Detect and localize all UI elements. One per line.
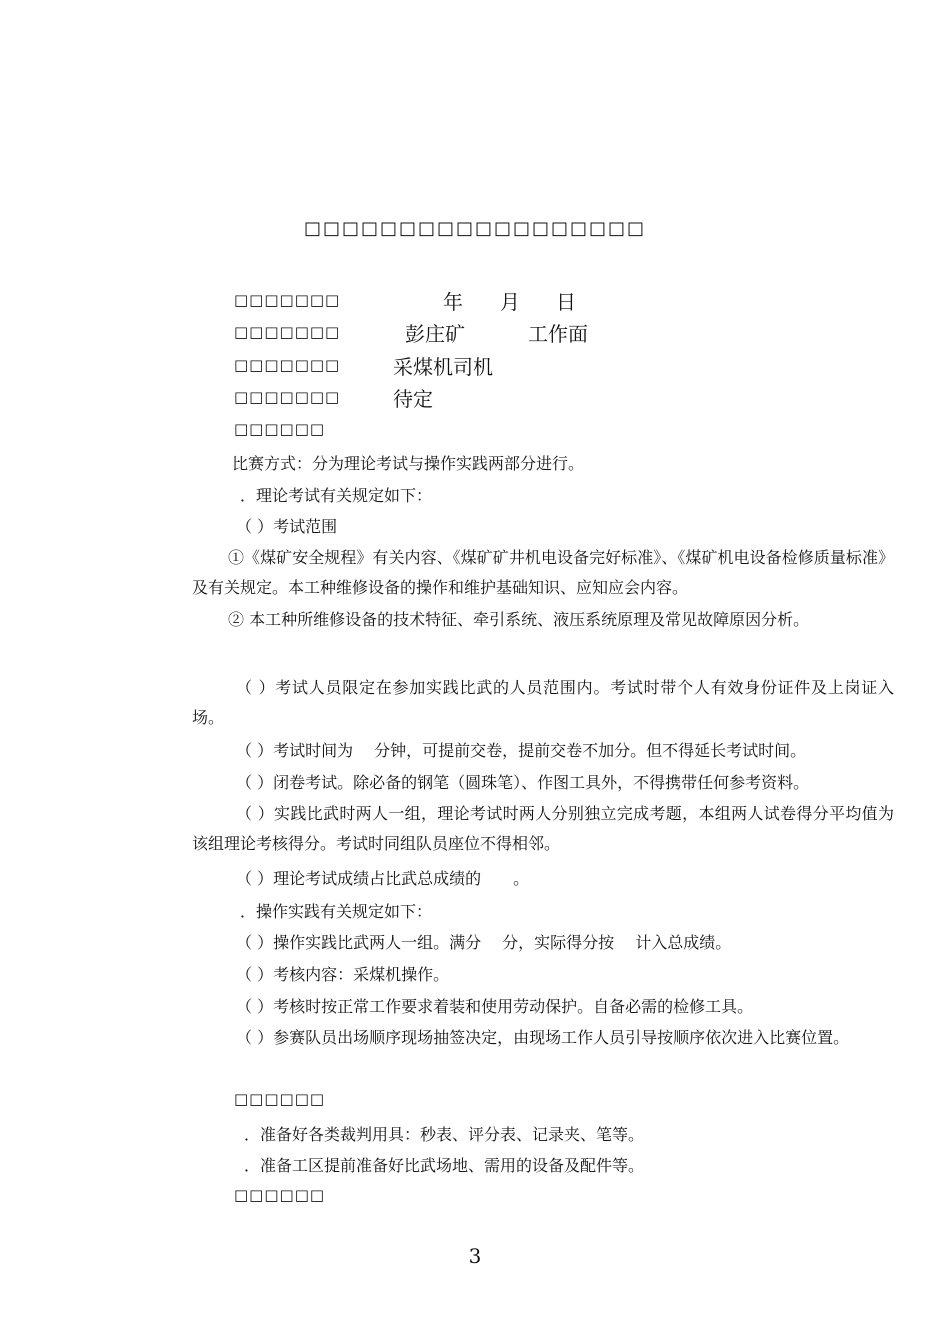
ref-value: 待定 <box>393 387 433 411</box>
body-line: （ ）理论考试成绩占比武总成绩的 。 <box>236 869 530 888</box>
date-label: □□□□□□□ <box>234 291 341 309</box>
body-line: （ ）考核时按正常工作要求着装和使用劳动保护。自备必需的检修工具。 <box>236 997 754 1016</box>
section-label: □□□□□□ <box>234 1090 326 1108</box>
body-line: （ ）闭卷考试。除必备的钢笔（圆珠笔）、作图工具外，不得携带任何参考资料。 <box>236 773 810 792</box>
body-line: （ ）考试时间为 分钟，可提前交卷，提前交卷不加分。但不得延长考试时间。 <box>236 741 807 760</box>
type-label: □□□□□□□ <box>234 356 341 374</box>
body-line: （ ）操作实践比武两人一组。满分 分，实际得分按 计入总成绩。 <box>236 933 732 952</box>
place-label: □□□□□□□ <box>234 323 341 341</box>
place-face: 工作面 <box>528 322 588 346</box>
section-label: □□□□□□ <box>234 1186 326 1204</box>
body-paragraph: ② 本工种所维修设备的技术特征、牵引系统、液压系统原理及常见故障原因分析。 <box>228 610 810 629</box>
ref-label: □□□□□□□ <box>234 388 341 406</box>
body-line: ．理论考试有关规定如下： <box>240 486 433 505</box>
body-line: ．准备工区提前准备好比武场地、需用的设备及配件等。 <box>244 1156 645 1175</box>
place-mine: 彭庄矿 <box>405 322 465 346</box>
date-month: 月 <box>500 290 520 314</box>
body-line: （ ）考核内容：采煤机操作。 <box>236 965 450 984</box>
type-value: 采煤机司机 <box>393 355 493 379</box>
date-day: 日 <box>556 290 576 314</box>
document-title: □□□□□□□□□□□□□□□□□□ <box>303 218 647 239</box>
method-label: □□□□□□ <box>234 420 326 438</box>
body-line: ．操作实践有关规定如下： <box>240 902 433 921</box>
body-line: 比赛方式：分为理论考试与操作实践两部分进行。 <box>232 454 585 473</box>
body-paragraph: ①《煤矿安全规程》有关内容、《煤矿矿井机电设备完好标准》、《煤矿机电设备检修质量标准》及有关规定。本工种维修设备的操作和维护基础知识、应知应会内容。 <box>192 548 894 597</box>
body-line: （ ）考试范围 <box>236 517 338 536</box>
date-year: 年 <box>443 290 463 314</box>
body-paragraph: （ ）实践比武时两人一组，理论考试时两人分别独立完成考题，本组两人试卷得分平均值为该组理论考核得分。考试时同组队员座位不得相邻。 <box>192 804 894 853</box>
body-line: ．准备好各类裁判用具：秒表、评分表、记录夹、笔等。 <box>244 1125 645 1144</box>
body-paragraph: （ ）考试人员限定在参加实践比武的人员范围内。考试时带个人有效身份证件及上岗证入场。 <box>192 678 894 727</box>
body-paragraph: （ ）参赛队员出场顺序现场抽签决定，由现场工作人员引导按顺序依次进入比赛位置。 <box>236 1028 850 1047</box>
page-number: 3 <box>468 1244 482 1268</box>
